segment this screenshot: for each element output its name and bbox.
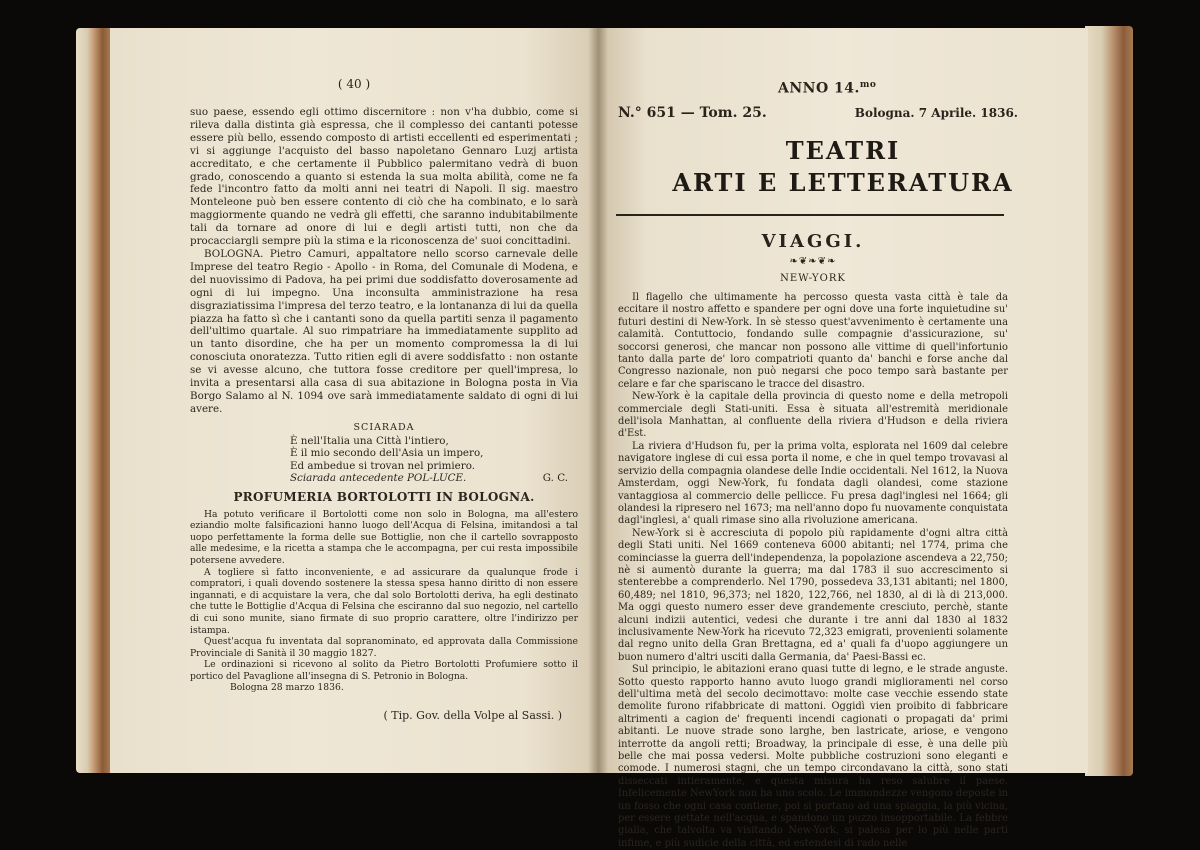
paragraph: Ha potuto verificare il Bortolotti come non solo in Bologna, ma all'estero eziandio molte falsificazioni hanno luogo dell'Acqua di Felsina, imitandosi a tal uopo perfettamente la forma delle sue Bottiglie, non che il cartello sovrapposto alle medesime, e la ricetta a stampa che le accompagna, per cui resta impossibile potersene avvedere.: [190, 508, 578, 566]
paragraph: Sul principio, le abitazioni erano quasi tutte di legno, e le strade anguste. Sotto questo rapporto hanno avuto luogo grandi miglioramenti nel corso dell'ultima metà del secolo decimottavo: molte case vecchie essendo state demolite furono rifabbricate di mattoni. Oggidì vien proibito di fabbricare altrimenti a cagion de' frequenti incendi cagionati o propagati da' primi abitanti. Le nuove strade sono larghe, ben lastricate, ariose, e vengono interrotte da angoli retti; Broadway, la principale di esse, è una delle più belle che mai possa vedersi. Molte pubbliche costruzioni sono eleganti e comode. I numerosi stagni, che un tempo circondavano la città, sono stati disseccati intieramente, e questa misura ha reso salubre il paese. Infelicemente NewYork non ha uno scolo. Le immondezze vengono deposte in un fosso che ogni casa contiene, poi si portano ad una spiaggia, la più vicina, per essere gettate nell'acqua, e spandono un puzzo insopportabile. La febbre gialla, che talvolta va visitando New-York, si palesa per lo più nelle parti infime, e più sudicie della città, ed estendesi di rado nelle: [618, 664, 1008, 849]
paragraph: New-York è la capitale della provincia di questo nome e della metropoli commerciale degli Stati-uniti. Essa è situata all'estremità meridionale dell'isola Manhattan, al confluente della riviera d'Hudson e della riviera d'Est.: [618, 391, 1008, 440]
paragraph: suo paese, essendo egli ottimo discernitore : non v'ha dubbio, come si rileva dalla distinta già espressa, che il complesso dei cantanti potesse essere più bello, essendo composto di artisti eccellenti ed esperimentati ; vi si aggiunge l'acquisto del basso napoletano Gennaro Luzj artista accreditato, e che certamente il Pubblico palermitano vedrà di buon grado, conoscendo a quanto si estenda la sua molta abilità, come ne fa fede l'incontro fatto da molti anni nei teatri di Napoli. Il sig. maestro Monteleone può ben essere contento di ciò che ha combinato, e lo sarà maggiormente quando ne vedrà gli effetti, che saranno indubitabilmente tali da tornare ad onore di lui e degli artisti tutti, non che da procacciargli sempre più la stima e la riconoscenza de' suoi concittadini.: [190, 106, 578, 248]
article-subheading: NEW-YORK: [780, 273, 846, 284]
paragraph: Le ordinazioni si ricevono al solito da Pietro Bortolotti Profumiere sotto il portico del Pavaglione all'insegna di S. Petronio in Bologna.: [190, 659, 578, 682]
masthead-row: [618, 105, 1018, 121]
book-edge-right: [1085, 26, 1133, 776]
ornament-icon: ❧❦❧❦❧: [789, 256, 837, 267]
verse-line: Ed ambedue si trovan nel primiero.: [290, 459, 475, 472]
sciarada-footer: [290, 472, 578, 485]
masthead-rule: [616, 214, 1004, 216]
paragraph: Quest'acqua fu inventata dal sopranominato, ed approvata dalla Commissione Provinciale di Sanità il 30 maggio 1827.: [190, 636, 578, 659]
left-page-body: [190, 106, 578, 723]
page-number: ( 40 ): [337, 77, 371, 91]
book-edge-left: [76, 28, 114, 773]
left-page: [110, 28, 598, 773]
sciarada-antecedent: Sciarada antecedente POL-LUCE.: [290, 472, 467, 485]
masthead-title-line2: ARTI E LETTERATURA: [672, 168, 1014, 197]
section-heading: VIAGGI.: [761, 231, 865, 252]
paragraph: La riviera d'Hudson fu, per la prima volta, esplorata nel 1609 dal celebre navigatore inglese di cui essa porta il nome, e che in quel tempo trovavasi al servizio della compagnia olandese delle Indie occidentali. Nel 1612, la Nuova Amsterdam, oggi New-York, fu fondata dagli olandesi, come stazione vantaggiosa al commercio delle pellicce. Fu presa dagl'inglesi nel 1664; gli olandesi la ripresero nel 1673; ma nell'anno dopo fu nuovamente conquistata dagl'inglesi, a' quali rimase sino alla rivoluzione americana.: [618, 440, 1008, 527]
profumeria-title: PROFUMERIA BORTOLOTTI IN BOLOGNA.: [233, 489, 535, 504]
paragraph: Il flagello che ultimamente ha percosso questa vasta città è tale da eccitare il nostro affetto e spandere per ogni dove una forte inquietudine su' futuri destini di New-York. In sè stesso quest'avvenimento è certamente una calamità. Contuttocio, fondando sulle compagnie d'assicurazione, su' soccorsi generosi, che mancar non possono alle vittime di quell'infortunio tanto dalla parte de' loro compatrioti quanto da' banchi e forse anche dal Congresso nazionale, non può negarsi che poco tempo sarà bastante per celare e far che spariscano le tracce del disastro.: [618, 292, 1008, 390]
profumeria-body: [190, 509, 578, 695]
book-gutter: [588, 28, 608, 773]
anno-superscript: mo: [859, 80, 877, 90]
right-page-body: [618, 292, 1008, 850]
issue-number: N.° 651 — Tom. 25.: [618, 105, 767, 121]
paragraph: BOLOGNA. Pietro Camuri, appaltatore nello scorso carnevale delle Imprese del teatro Regio - Apollo - in Roma, del Comunale di Modena, e del nuovissimo di Padova, ha pei primi due soddisfatto doverosamente ad ogni di lui impegno. Una inconsulta amministrazione ha resa disgraziatissima l'impresa del terzo teatro, e la lontananza di lui da quella piazza ha fatto sì che i cantanti sono da quella partiti senza il pagamento dell'ultimo quartale. Al suo rimpatriare ha immediatamente supplito ad un tanto disordine, che ha per un momento compromessa la di lui conosciuta onoratezza. Tutto ritien egli di avere soddisfatto : non ostante se vi avesse alcuno, che tuttora fosse creditore per quell'impresa, lo invita a presentarsi alla casa di sua abitazione in Bologna posta in Via Borgo Salamo al N. 1094 ove sarà immediatamente saldato di ogni di lui avere.: [190, 247, 578, 415]
printer-imprint: ( Tip. Gov. della Volpe al Sassi. ): [383, 709, 562, 723]
issue-date: Bologna. 7 Aprile. 1836.: [854, 106, 1018, 120]
anno-heading: [778, 80, 876, 97]
paragraph: A togliere sì fatto inconveniente, e ad assicurare da qualunque frode i compratori, i quali dovendo sostenere la stessa spesa hanno diritto di non essere ingannati, e di acquistare la vera, che dal solo Bortolotti deriva, ha egli destinato che tutte le Bottiglie d'Acqua di Felsina che esciranno dal suo negozio, nel cartello di cui sono munite, siano firmate di suo proprio carattere, oltre l'indirizzo per istampa.: [190, 566, 578, 636]
right-page: [598, 28, 1088, 849]
sciarada-verse: [290, 435, 578, 485]
verse-line: È il mio secondo dell'Asia un impero,: [290, 447, 484, 460]
paragraph: New-York si è accresciuta di popolo più rapidamente d'ogni altra città degli Stati uniti. Nel 1669 conteneva 6000 abitanti; nel 1774, prima che cominciasse la guerra dell'independenza, la popolazione ascendeva a 22,750; nè si aumentò durante la guerra; ma dal 1783 il suo accrescimento si stenterebbe a comprenderlo. Nel 1790, possedeva 33,131 abitanti; nel 1800, 60,489; nel 1810, 96,373; nel 1820, 122,766, nel 1830, al di là di 213,000. Ma oggi questo numero esser deve grandemente cresciuto, perchè, stante alcuni indizii autentici, vedesi che durante i tre anni dal 1830 al 1832 inclusivamente New-York ha ricevuto 72,323 emigrati, provenienti solamente dal regno unito della Gran Brettagna, ed a' quali fa d'uopo aggiungere un buon numero d'altri usciti dalla Germania, da' Paesi-Bassi ec.: [618, 527, 1008, 663]
sciarada-signature: G. C.: [542, 472, 568, 485]
masthead-title-line1: TEATRI: [785, 136, 901, 165]
sciarada-title: SCIARADA: [353, 421, 415, 433]
verse-line: È nell'Italia una Città l'intiero,: [290, 434, 449, 447]
anno-label: ANNO 14.: [778, 80, 860, 97]
profumeria-date: Bologna 28 marzo 1836.: [230, 682, 344, 694]
